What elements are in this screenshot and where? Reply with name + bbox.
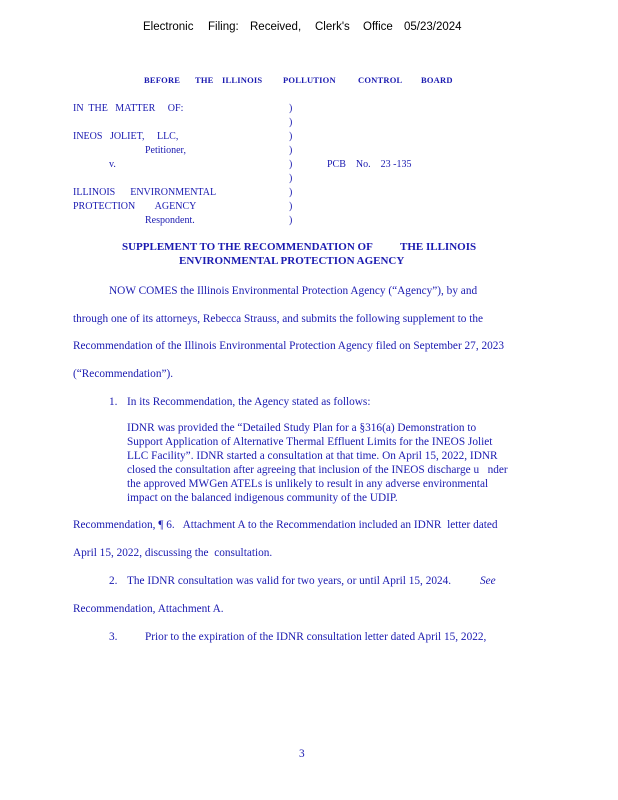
quote-line: the approved MWGen ATELs is unlikely to result in any adverse environmental	[127, 478, 489, 490]
paragraph-text: In its Recommendation, the Agency stated as follows:	[127, 396, 371, 408]
caption-paren: )	[289, 201, 293, 212]
respondent-name-line2: PROTECTION AGENCY	[73, 201, 197, 212]
caption-matter: IN THE MATTER OF:	[73, 103, 184, 114]
header-received: Received,	[250, 21, 302, 33]
caption-paren: )	[289, 117, 293, 128]
title-line1-part2: THE ILLINOIS	[400, 241, 477, 253]
header-date: 05/23/2024	[404, 21, 462, 33]
title-line2: ENVIRONMENTAL PROTECTION AGENCY	[179, 255, 405, 267]
case-number: PCB No. 23 -135	[327, 159, 412, 170]
header-electronic: Electronic	[143, 21, 194, 33]
board-word: THE	[195, 75, 214, 85]
respondent-name-line1: ILLINOIS ENVIRONMENTAL	[73, 187, 217, 198]
header-office: Office	[363, 21, 393, 33]
header-filing: Filing:	[208, 21, 239, 33]
caption-paren: )	[289, 131, 293, 142]
caption-paren: )	[289, 103, 293, 114]
intro-line: Recommendation of the Illinois Environmental Protection Agency filed on September 27, 2023	[73, 340, 505, 352]
header-clerks: Clerk's	[315, 21, 350, 33]
caption-paren: )	[289, 215, 293, 226]
board-word: POLLUTION	[283, 75, 336, 85]
caption-paren: )	[289, 173, 293, 184]
quote-line: LLC Facility”. IDNR started a consultation at that time. On April 15, 2022, IDNR	[127, 450, 498, 462]
paragraph-text: Recommendation, Attachment A.	[73, 603, 224, 615]
petitioner-name: INEOS JOLIET, LLC,	[73, 131, 179, 142]
quote-line: impact on the balanced indigenous community of the UDIP.	[127, 492, 398, 504]
paragraph-number: 3.	[109, 631, 118, 643]
quote-line: closed the consultation after agreeing that inclusion of the INEOS discharge u nder	[127, 464, 508, 476]
quote-line: IDNR was provided the “Detailed Study Plan for a §316(a) Demonstration to	[127, 422, 477, 434]
paragraph-text: The IDNR consultation was valid for two years, or until April 15, 2024.	[127, 575, 452, 587]
caption-paren: )	[289, 187, 293, 198]
board-word: BOARD	[421, 75, 453, 85]
board-word: BEFORE	[144, 75, 181, 85]
see-signal: See	[480, 575, 496, 587]
paragraph-number: 2.	[109, 575, 118, 587]
intro-line: NOW COMES the Illinois Environmental Protection Agency (“Agency”), by and	[109, 285, 478, 297]
intro-line: (“Recommendation”).	[73, 368, 174, 380]
versus: v.	[109, 159, 116, 170]
title-line1-part1: SUPPLEMENT TO THE RECOMMENDATION OF	[122, 241, 373, 253]
citation-line: Recommendation, ¶ 6. Attachment A to the Recommendation included an IDNR letter dated	[73, 519, 498, 531]
quote-line: Support Application of Alternative Thermal Effluent Limits for the INEOS Joliet	[127, 436, 493, 448]
caption-paren: )	[289, 159, 293, 170]
paragraph-number: 1.	[109, 396, 118, 408]
page-number: 3	[299, 748, 305, 760]
respondent-role: Respondent.	[145, 215, 195, 226]
board-word: CONTROL	[358, 75, 403, 85]
board-word: ILLINOIS	[222, 75, 263, 85]
paragraph-text: Prior to the expiration of the IDNR consultation letter dated April 15, 2022,	[145, 631, 487, 643]
petitioner-role: Petitioner,	[145, 145, 186, 156]
caption-paren: )	[289, 145, 293, 156]
intro-line: through one of its attorneys, Rebecca Strauss, and submits the following supplement to the	[73, 313, 484, 325]
citation-line: April 15, 2022, discussing the consultation.	[73, 547, 273, 559]
